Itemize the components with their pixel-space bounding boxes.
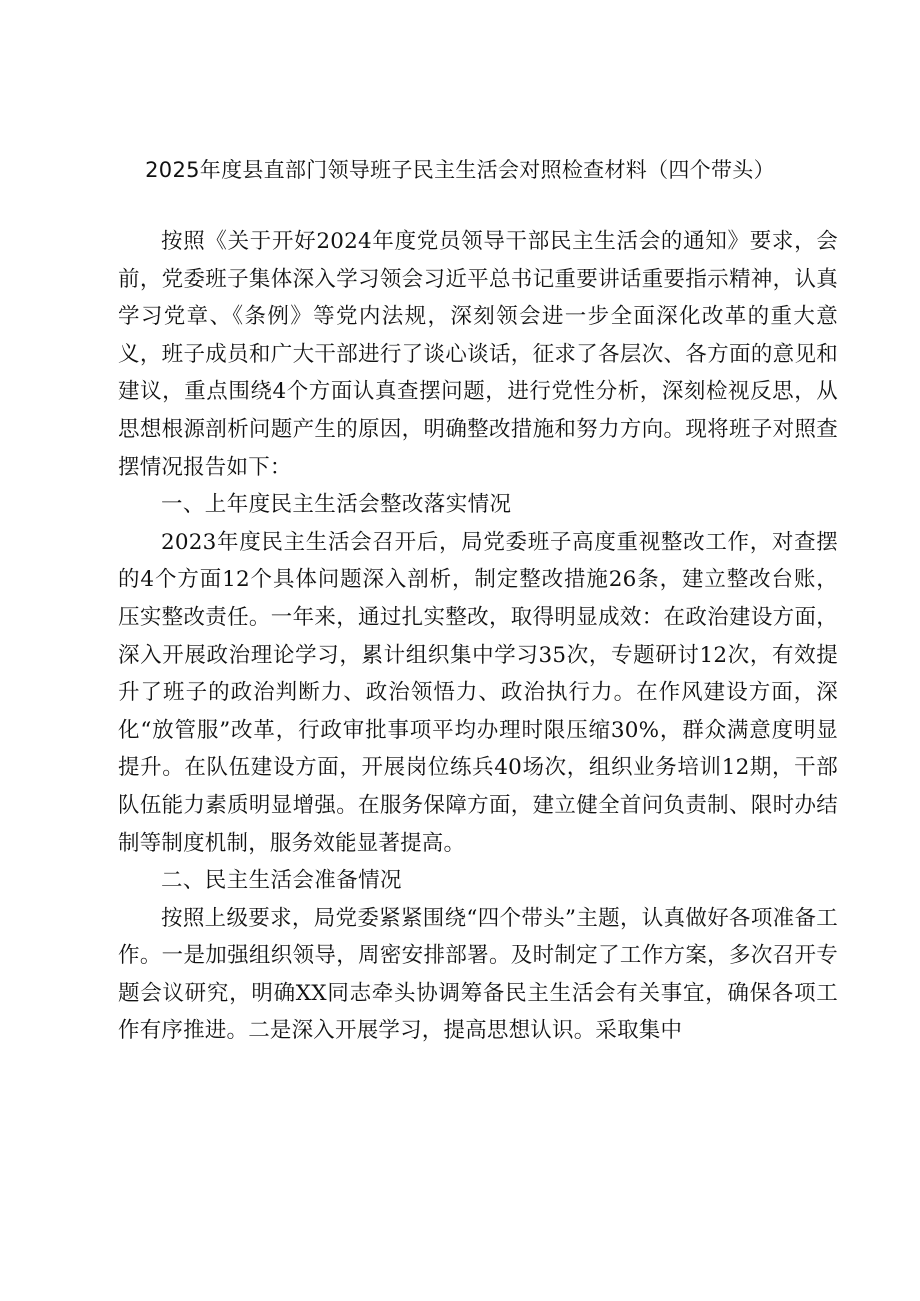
document-body — [118, 223, 838, 1050]
section-heading: 一、上年度民主生活会整改落实情况 — [161, 492, 512, 518]
document-title: 2025年度县直部门领导班子民主生活会对照检查材料（四个带头） — [145, 158, 775, 182]
section-paragraph: 按照上级要求，局党委紧紧围绕“四个带头”主题，认真做好各项准备工作。一是加强组织领导，周密安排部署。及时制定了工作方案，多次召开专题会议研究，明确XX同志牵头协调筹备民主生活会有关事宜，确保各项工作有序推进。二是深入开展学习，提高思想认识。采取集中 — [118, 905, 838, 1044]
section-heading: 二、民主生活会准备情况 — [161, 868, 402, 894]
intro-paragraph: 按照《关于开好2024年度党员领导干部民主生活会的通知》要求，会前，党委班子集体深入学习领会习近平总书记重要讲话重要指示精神，认真学习党章、《条例》等党内法规，深刻领会进一步全面深化改革的重大意义，班子成员和广大干部进行了谈心谈话，征求了各层次、各方面的意见和建议，重点围绕4个方面认真查摆问题，进行党性分析，深刻检视反思，从思想根源剖析问题产生的原因，明确整改措施和努力方向。现将班子对照查摆情况报告如下： — [118, 229, 838, 480]
section-paragraph: 2023年度民主生活会召开后，局党委班子高度重视整改工作，对查摆的4个方面12个具体问题深入剖析，制定整改措施26条，建立整改台账，压实整改责任。一年来，通过扎实整改，取得明显成效：在政治建设方面，深入开展政治理论学习，累计组织集中学习35次，专题研讨12次，有效提升了班子的政治判断力、政治领悟力、政治执行力。在作风建设方面，深化“放管服”改革，行政审批事项平均办理时限压缩30%，群众满意度明显提升。在队伍建设方面，开展岗位练兵40场次，组织业务培训12期，干部队伍能力素质明显增强。在服务保障方面，建立健全首问负责制、限时办结制等制度机制，服务效能显著提高。 — [118, 529, 838, 856]
